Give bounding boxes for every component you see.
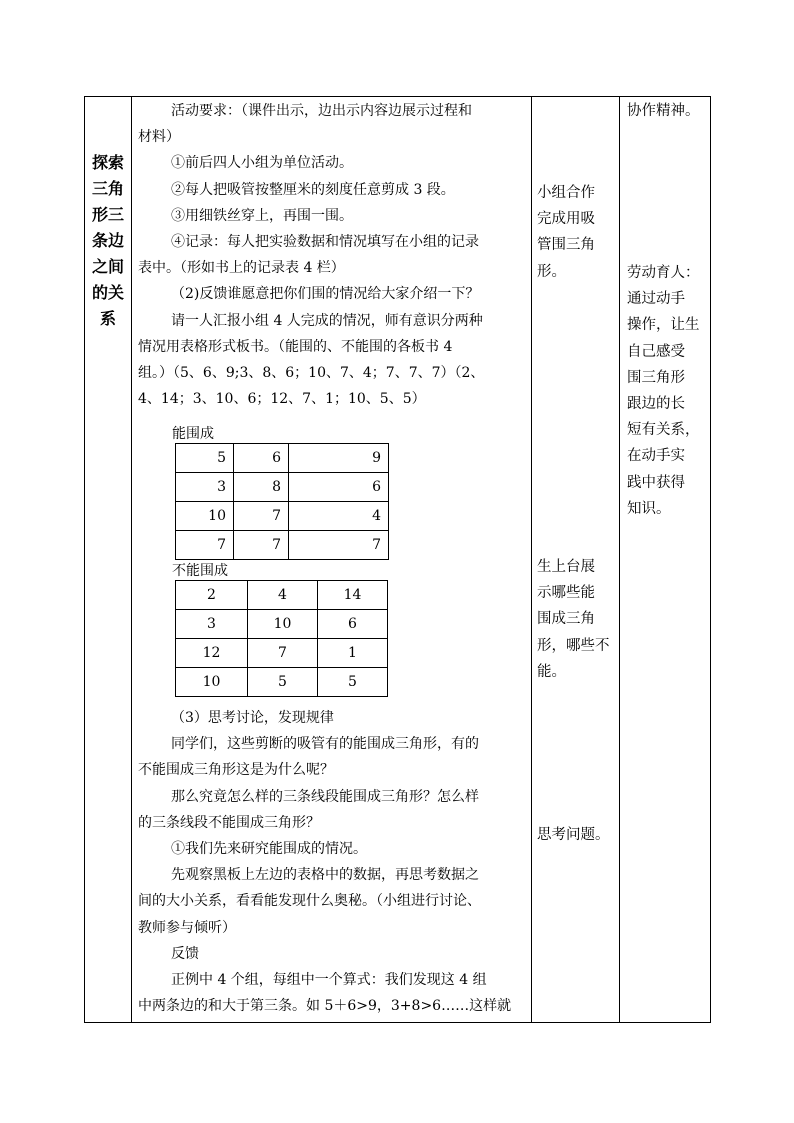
table-cell: 1	[318, 639, 388, 668]
text-line: 活动要求：（课件出示，边出示内容边展示过程和	[171, 103, 472, 119]
text-line: ④记录：每人把实验数据和情况填写在小组的记录	[171, 233, 479, 250]
text-line: 知识。	[627, 500, 671, 517]
text-line: 示哪些能	[537, 585, 595, 602]
text-line: 反馈	[171, 945, 199, 962]
table-cell: 10	[176, 668, 248, 697]
text-line: 协作精神。	[627, 103, 700, 119]
table-cell: 3	[176, 473, 234, 502]
table-row	[176, 639, 388, 668]
table-cell: 8	[234, 473, 289, 502]
text-line: 在动手实	[627, 448, 685, 465]
text-line: 践中获得	[627, 474, 685, 491]
table-cell: 5	[176, 444, 234, 473]
table-row	[176, 531, 389, 560]
table-cell: 12	[176, 639, 248, 668]
text-line: 围三角形	[627, 369, 685, 386]
table-row	[176, 668, 388, 697]
design-intent-1	[627, 98, 709, 124]
table-cell: 6	[318, 610, 388, 639]
text-line: 同学们，这些剪断的吸管有的能围成三角形，有的	[171, 736, 479, 753]
text-line: 正例中 4 个组，每组中一个算式：我们发现这 4 组	[171, 971, 487, 988]
table-row	[176, 502, 389, 531]
table-row	[176, 473, 389, 502]
table-cell: 6	[289, 473, 389, 502]
text-line: ①我们先来研究能围成的情况。	[171, 840, 367, 857]
text-line: 的三条线段不能围成三角形？	[138, 814, 320, 831]
text-line: 思考问题。	[537, 827, 610, 843]
text-line: 管围三角	[537, 237, 595, 254]
table-cell: 6	[234, 444, 289, 473]
text-line: 短有关系，	[627, 422, 700, 439]
table-cell: 14	[318, 581, 388, 610]
text-line: 形，哪些不	[537, 637, 610, 654]
table-cell: 4	[289, 502, 389, 531]
column-divider	[531, 96, 532, 1023]
table-cell: 5	[248, 668, 318, 697]
student-activity-3	[537, 822, 617, 848]
text-line: ③用细铁丝穿上，再围一围。	[171, 207, 353, 224]
column-divider	[619, 96, 620, 1023]
text-line: 材料）	[138, 129, 180, 146]
text-line: 不能围成三角形这是为什么呢？	[138, 762, 334, 779]
text-line: ①前后四人小组为单位活动。	[171, 155, 353, 172]
text-line: 围成三角	[537, 611, 595, 628]
table-cannot	[175, 580, 388, 697]
table-cell: 10	[176, 502, 234, 531]
table-cell: 7	[248, 639, 318, 668]
table-cell: 9	[289, 444, 389, 473]
table-can-label: 能围成	[172, 426, 214, 442]
text-line: 那么究竟怎么样的三条线段能围成三角形？怎么样	[171, 788, 479, 805]
text-line: 劳动育人：	[627, 265, 700, 281]
student-activity-2	[537, 554, 617, 685]
table-cell: 7	[289, 531, 389, 560]
teaching-process	[138, 98, 526, 412]
text-line: 完成用吸	[537, 211, 595, 228]
text-line: 4、14；3、10、6；12、7、1；10、5、5）	[138, 391, 426, 408]
text-line: 自己感受	[627, 343, 685, 360]
table-cell: 10	[248, 610, 318, 639]
text-line: 先观察黑板上左边的表格中的数据，再思考数据之	[171, 867, 479, 884]
text-line: 请一人汇报小组 4 人完成的情况，师有意识分两种	[171, 312, 483, 329]
table-row	[176, 444, 389, 473]
table-cell: 4	[248, 581, 318, 610]
text-line: ②每人把吸管按整厘米的刻度任意剪成 3 段。	[171, 181, 455, 198]
text-line: 情况用表格形式板书。（能围的、不能围的各板书 4	[138, 338, 453, 355]
student-activity-1	[537, 180, 617, 285]
text-line: 通过动手	[627, 291, 685, 308]
text-line: 生上台展	[537, 559, 595, 575]
table-cannot-label: 不能围成	[172, 563, 228, 579]
table-cell: 3	[176, 610, 248, 639]
table-cell: 2	[176, 581, 248, 610]
column-divider	[131, 96, 132, 1023]
teaching-process-continued	[138, 705, 526, 1019]
text-line: 小组合作	[537, 185, 595, 201]
section-label: 探索 三角 形三 条边 之间 的关 系	[91, 153, 124, 328]
table-cell: 7	[234, 531, 289, 560]
text-line: 间的大小关系，看看能发现什么奥秘。（小组进行讨论、	[138, 893, 481, 910]
text-line: 表中。（形如书上的记录表 4 栏）	[138, 260, 345, 277]
text-line: 教师参与倾听）	[138, 919, 236, 936]
text-line: （2)反馈谁愿意把你们围的情况给大家介绍一下？	[171, 286, 480, 303]
table-row	[176, 581, 388, 610]
table-cell: 7	[176, 531, 234, 560]
text-line: （3）思考讨论，发现规律	[171, 710, 334, 726]
text-line: 组。）（5、6、9;3、8、6；10、7、4；7、7、7）（2、	[138, 364, 485, 381]
design-intent-2	[627, 260, 709, 522]
text-line: 形。	[537, 263, 566, 280]
text-line: 中两条边的和大于第三条。如 5＋6>9，3+8>6……这样就	[138, 998, 512, 1015]
table-cell: 5	[318, 668, 388, 697]
text-line: 操作，让生	[627, 317, 700, 334]
text-line: 跟边的长	[627, 395, 685, 412]
table-row	[176, 610, 388, 639]
table-can	[175, 443, 389, 560]
text-line: 能。	[537, 663, 566, 680]
table-cell: 7	[234, 502, 289, 531]
